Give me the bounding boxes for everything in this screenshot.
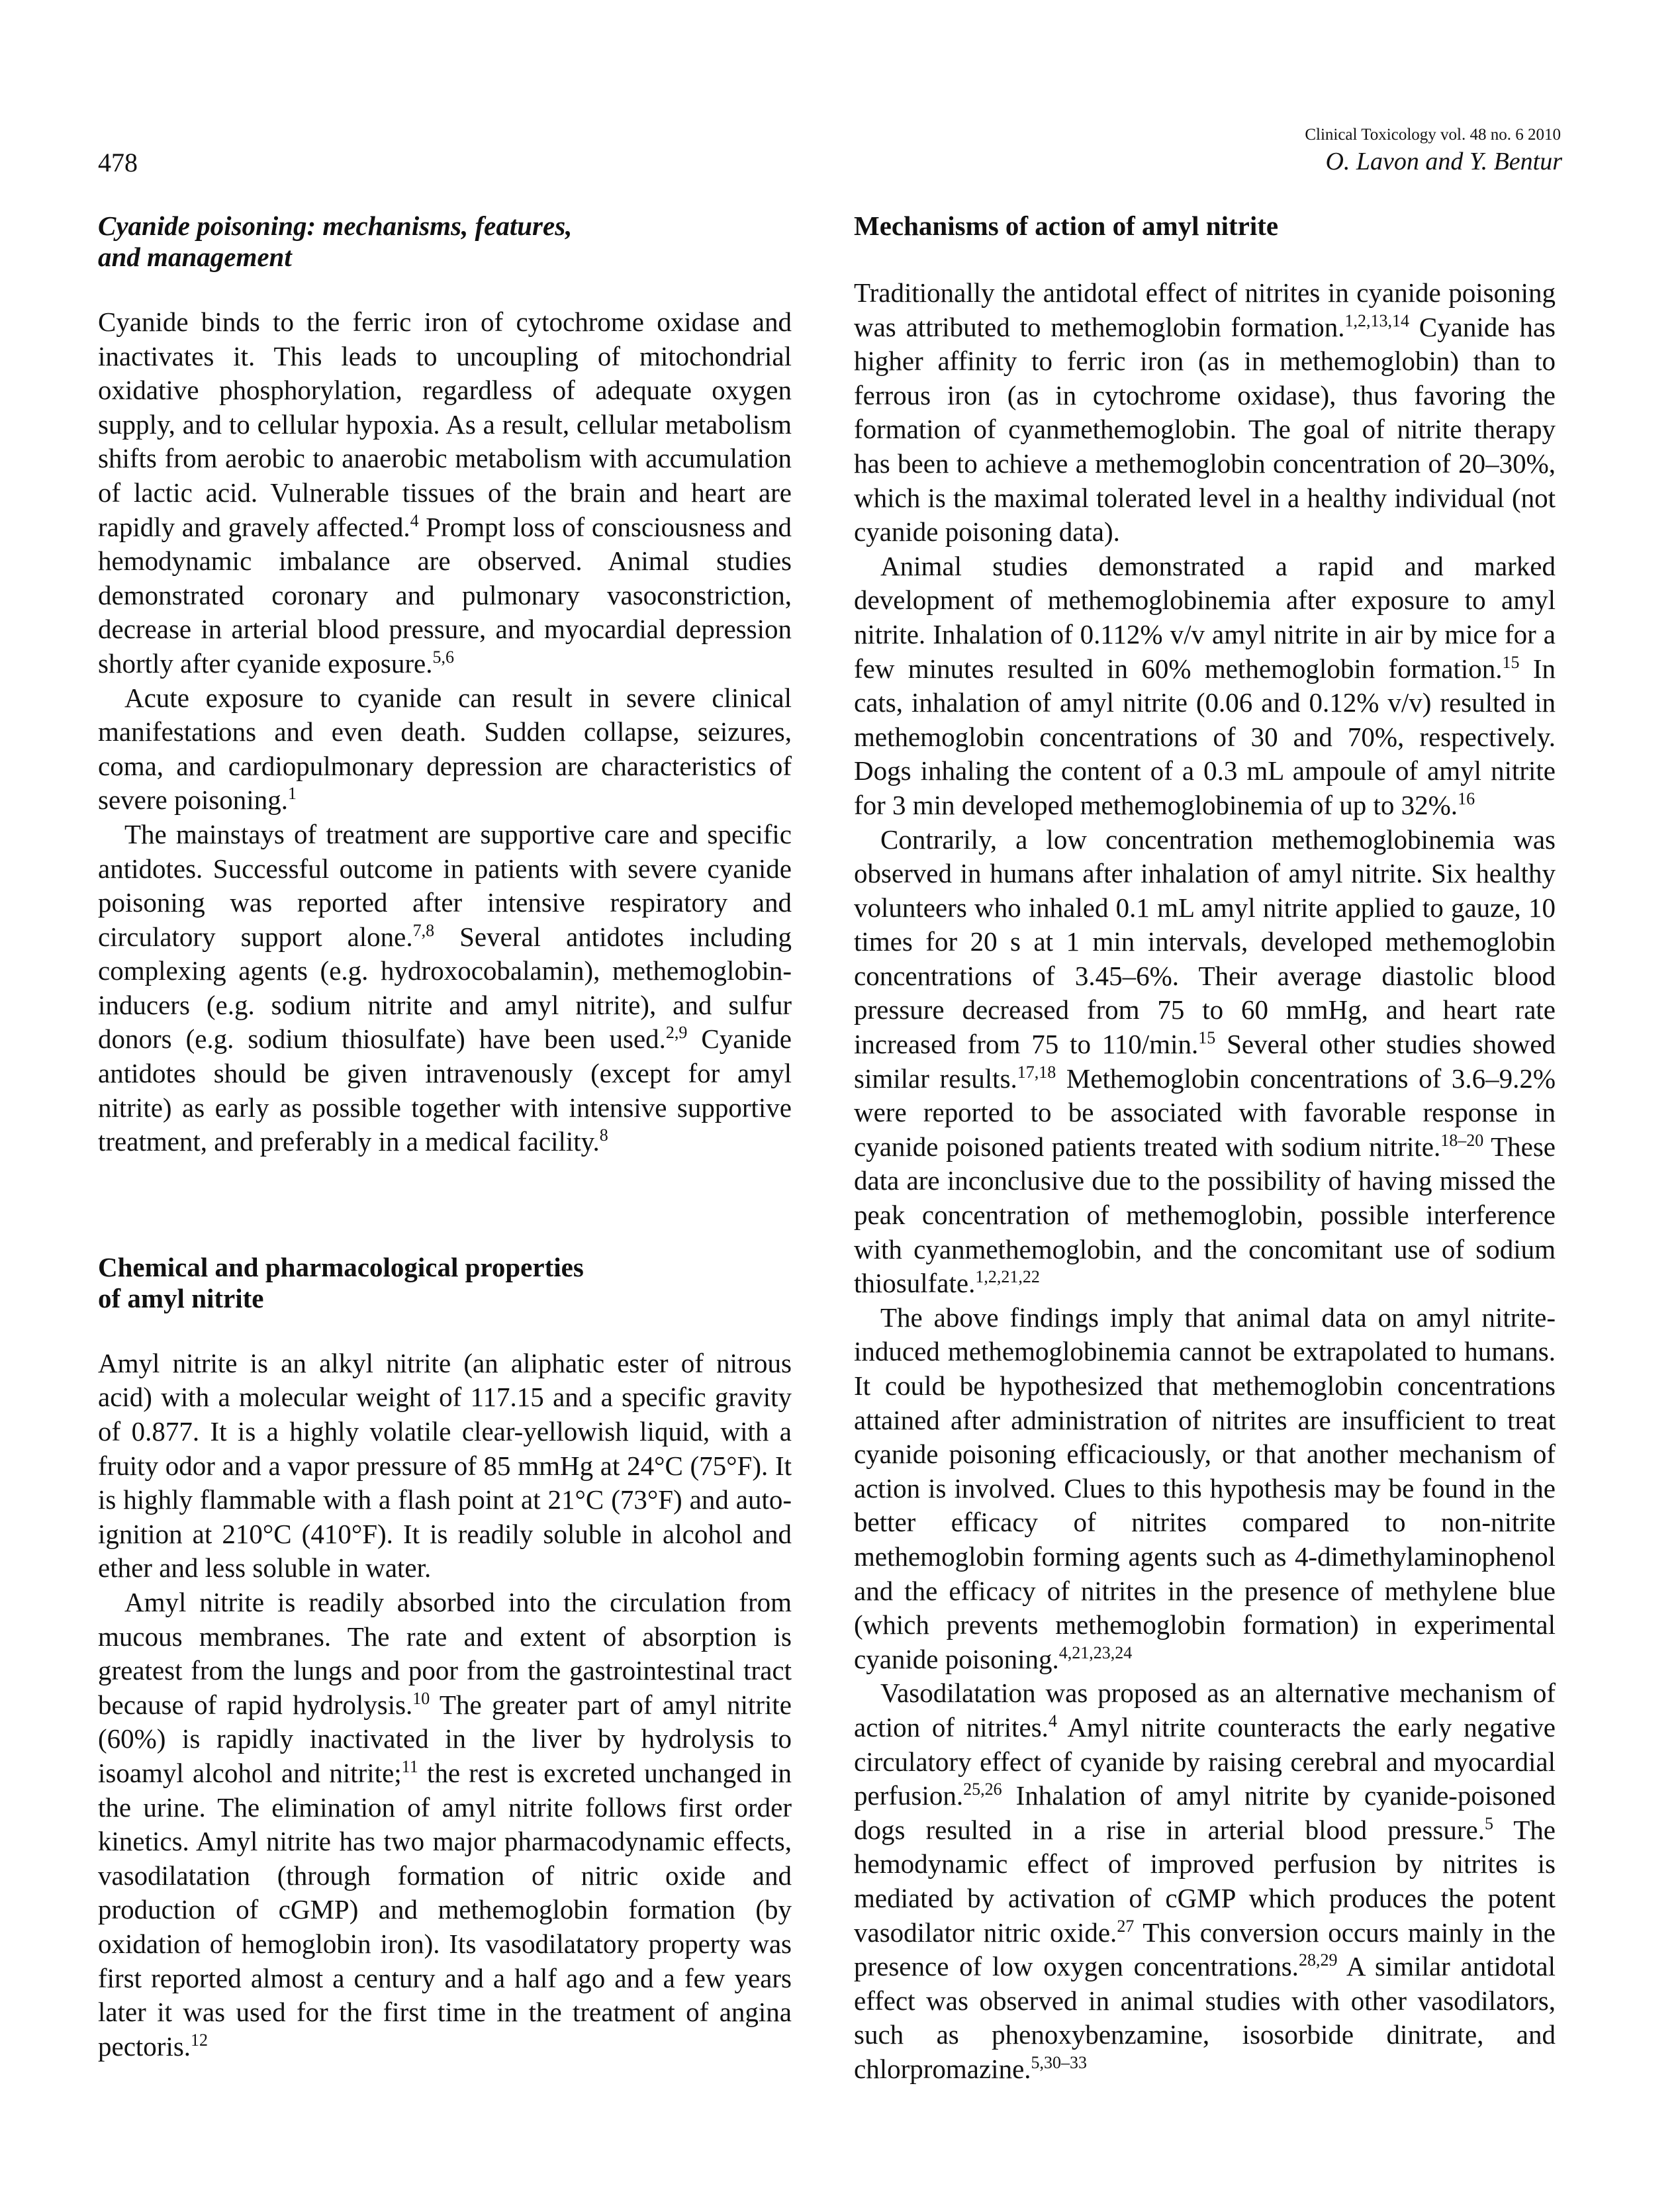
citation-superscript: 17,18 bbox=[1017, 1062, 1056, 1082]
section-heading-mechanisms bbox=[854, 211, 1556, 242]
citation-superscript: 27 bbox=[1117, 1916, 1135, 1936]
text-run: Cyanide antidotes should be given intravenously (except for amyl nitrite) as early as possible together with intensive supportive treatment, and preferably in a medical facility. bbox=[98, 1024, 792, 1157]
heading-line: and management bbox=[98, 242, 292, 272]
citation-superscript: 1 bbox=[287, 784, 297, 804]
text-run: The above findings imply that animal data on amyl nitrite-induced methemoglobinemia cannot be extrapolated to humans. It could be hypothesized that methemoglobin concentrations attained after administration of nitrites are insufficient to treat cyanide poisoning efficaciously, or that another mechanism of action is involved. Clues to this hypothesis may be found in the better efficacy of nitrites compared to non-nitrite methemoglobin forming agents such as 4-dimethylaminophenol and the efficacy of nitrites in the presence of methylene blue (which prevents methemoglobin formation) in experimental cyanide poisoning. bbox=[854, 1302, 1556, 1674]
section-heading-chemical-properties bbox=[98, 1252, 792, 1314]
citation-superscript: 11 bbox=[401, 1756, 418, 1776]
text-run: A similar antidotal effect was observed in animal studies with other vasodilators, such as phenoxybenzamine, isosorbide dinitrate, and chlorpromazine. bbox=[854, 1951, 1556, 2084]
text-run: Animal studies demonstrated a rapid and marked development of methemoglobinemia after exposure to amyl nitrite. Inhalation of 0.112% v/v amyl nitrite in air by mice for a few minutes resulted in 60% methemoglobin formation. bbox=[854, 550, 1556, 684]
text-run: In cats, inhalation of amyl nitrite (0.06 and 0.12% v/v) resulted in methemoglobin concentrations of 30 and 70%, respectively. Dogs inhaling the content of a 0.3 mL ampoule of amyl nitrite for 3 min developed methemoglobinemia of up to 32%. bbox=[854, 653, 1556, 820]
right-column bbox=[854, 211, 1556, 2086]
text-run: The mainstays of treatment are supportive care and specific antidotes. Successful outcome in patients with severe cyanide poisoning was reported after intensive respiratory and circulatory support alone. bbox=[98, 818, 792, 952]
text-run: Contrarily, a low concentration methemoglobinemia was observed in humans after inhalation of amyl nitrite. Six healthy volunteers who inhaled 0.1 mL amyl nitrite applied to gauze, 10 times for 20 s at 1 min intervals, developed methemoglobin concentrations of 3.45–6%. Their average diastolic blood pressure decreased from 75 to 60 mmHg, and heart rate increased from 75 to 110/min. bbox=[854, 824, 1556, 1060]
text-run: Several other studies showed similar results. bbox=[854, 1029, 1556, 1094]
citation-superscript: 12 bbox=[191, 2030, 209, 2050]
text-run: This conversion occurs mainly in the presence of low oxygen concentrations. bbox=[854, 1917, 1556, 1982]
paragraph bbox=[98, 305, 792, 681]
citation-superscript: 8 bbox=[599, 1125, 608, 1145]
text-run: The hemodynamic effect of improved perfusion by nitrites is mediated by activation of cGMP which produces the potent vasodilator nitric oxide. bbox=[854, 1814, 1556, 1948]
running-head-authors: O. Lavon and Y. Bentur bbox=[1325, 148, 1562, 175]
text-run: Amyl nitrite counteracts the early negative circulatory effect of cyanide by raising cerebral and myocardial perfusion. bbox=[854, 1711, 1556, 1811]
text-run: Cyanide binds to the ferric iron of cytochrome oxidase and inactivates it. This leads to uncoupling of mitochondrial oxidative phosphorylation, regardless of adequate oxygen supply, and to cellular hypoxia. As a result, cellular metabolism shifts from aerobic to anaerobic metabolism with accumulation of lactic acid. Vulnerable tissues of the brain and heart are rapidly and gravely affected. bbox=[98, 307, 792, 542]
paragraph bbox=[98, 1586, 792, 2064]
paragraph bbox=[854, 823, 1556, 1301]
citation-superscript: 2,9 bbox=[665, 1023, 688, 1043]
citation-superscript: 10 bbox=[412, 1688, 430, 1708]
text-run: Inhalation of amyl nitrite by cyanide-poisoned dogs resulted in a rise in arterial blood pressure. bbox=[854, 1780, 1556, 1845]
text-run: Methemoglobin concentrations of 3.6–9.2% were reported to be associated with favorable response in cyanide poisoned patients treated with sodium nitrite. bbox=[854, 1063, 1556, 1162]
text-run: Traditionally the antidotal effect of nitrites in cyanide poisoning was attributed to methemoglobin formation. bbox=[854, 277, 1556, 342]
heading-line: Mechanisms of action of amyl nitrite bbox=[854, 211, 1279, 241]
paragraph bbox=[98, 818, 792, 1159]
citation-superscript: 16 bbox=[1458, 788, 1475, 808]
paragraph bbox=[854, 549, 1556, 823]
citation-superscript: 28,29 bbox=[1298, 1950, 1338, 1970]
heading-line: of amyl nitrite bbox=[98, 1282, 264, 1313]
citation-superscript: 7,8 bbox=[412, 920, 435, 940]
citation-superscript: 4 bbox=[1048, 1711, 1057, 1731]
page-number: 478 bbox=[98, 148, 138, 177]
text-run: Several antidotes including complexing agents (e.g. hydroxocobalamin), methemoglobin-inducers (e.g. sodium nitrite and amyl nitrite), and sulfur donors (e.g. sodium thiosulfate) have been used. bbox=[98, 921, 792, 1055]
paragraph bbox=[854, 1676, 1556, 2086]
citation-superscript: 25,26 bbox=[963, 1780, 1002, 1799]
text-run: Amyl nitrite is readily absorbed into the circulation from mucous membranes. The rate and extent of absorption is greatest from the lungs and poor from the gastrointestinal tract because of rapid hydrolysis. bbox=[98, 1587, 792, 1720]
heading-line: Cyanide poisoning: mechanisms, features, bbox=[98, 211, 573, 241]
text-run: Prompt loss of consciousness and hemodynamic imbalance are observed. Animal studies demonstrated coronary and pulmonary vasoconstriction, decrease in arterial blood pressure, and myocardial depression shortly after cyanide exposure. bbox=[98, 511, 792, 679]
text-run: These data are inconclusive due to the possibility of having missed the peak concentration of methemoglobin, possible interference with cyanmethemoglobin, and the concomitant use of sodium thiosulfate. bbox=[854, 1131, 1556, 1299]
section-heading-cyanide-poisoning bbox=[98, 211, 792, 273]
citation-superscript: 1,2,21,22 bbox=[975, 1267, 1040, 1287]
section-body bbox=[854, 276, 1556, 2086]
citation-superscript: 5,6 bbox=[432, 647, 454, 667]
citation-superscript: 5 bbox=[1484, 1813, 1493, 1833]
paragraph bbox=[98, 681, 792, 818]
citation-superscript: 15 bbox=[1198, 1028, 1216, 1048]
text-run: Vasodilatation was proposed as an alternative mechanism of action of nitrites. bbox=[854, 1678, 1556, 1742]
paragraph bbox=[854, 1301, 1556, 1677]
citation-superscript: 1,2,13,14 bbox=[1344, 310, 1409, 330]
citation-superscript: 5,30–33 bbox=[1031, 2052, 1088, 2072]
paragraph bbox=[854, 276, 1556, 549]
text-run: Acute exposure to cyanide can result in severe clinical manifestations and even death. Sudden collapse, seizures, coma, and cardiopulmonary depression are characteristics of severe poisoning. bbox=[98, 682, 792, 816]
text-run: The greater part of amyl nitrite (60%) is rapidly inactivated in the liver by hydrolysis to isoamyl alcohol and nitrite; bbox=[98, 1689, 792, 1788]
text-run: Amyl nitrite is an alkyl nitrite (an aliphatic ester of nitrous acid) with a molecular weight of 117.15 and a specific gravity of 0.877. It is a highly volatile clear-yellowish liquid, with a fruity odor and a vapor pressure of 85 mmHg at 24°C (75°F). It is highly flammable with a flash point at 21°C (73°F) and auto-ignition at 210°C (410°F). It is readily soluble in alcohol and ether and less soluble in water. bbox=[98, 1347, 792, 1584]
paragraph bbox=[98, 1347, 792, 1586]
journal-citation: Clinical Toxicology vol. 48 no. 6 2010 bbox=[1305, 126, 1561, 144]
section-body bbox=[98, 1347, 792, 2064]
citation-superscript: 18–20 bbox=[1440, 1130, 1484, 1150]
section-body bbox=[98, 305, 792, 1159]
left-column bbox=[98, 211, 792, 2064]
text-run: the rest is excreted unchanged in the urine. The elimination of amyl nitrite follows first order kinetics. Amyl nitrite has two major pharmacodynamic effects, vasodilatation (through formation of nitric oxide and production of cGMP) and methemoglobin formation (by oxidation of hemoglobin iron). Its vasodilatatory property was first reported almost a century and a half ago and a few years later it was used for the first time in the treatment of angina pectoris. bbox=[98, 1757, 792, 2062]
citation-superscript: 4,21,23,24 bbox=[1058, 1643, 1133, 1662]
text-run: Cyanide has higher affinity to ferric iron (as in methemoglobin) than to ferrous iron (as in cytochrome oxidase), thus favoring the formation of cyanmethemoglobin. The goal of nitrite therapy has been to achieve a methemoglobin concentration of 20–30%, which is the maximal tolerated level in a healthy individual (not cyanide poisoning data). bbox=[854, 311, 1556, 548]
citation-superscript: 15 bbox=[1502, 652, 1520, 672]
heading-line: Chemical and pharmacological properties bbox=[98, 1251, 584, 1282]
citation-superscript: 4 bbox=[410, 510, 419, 530]
